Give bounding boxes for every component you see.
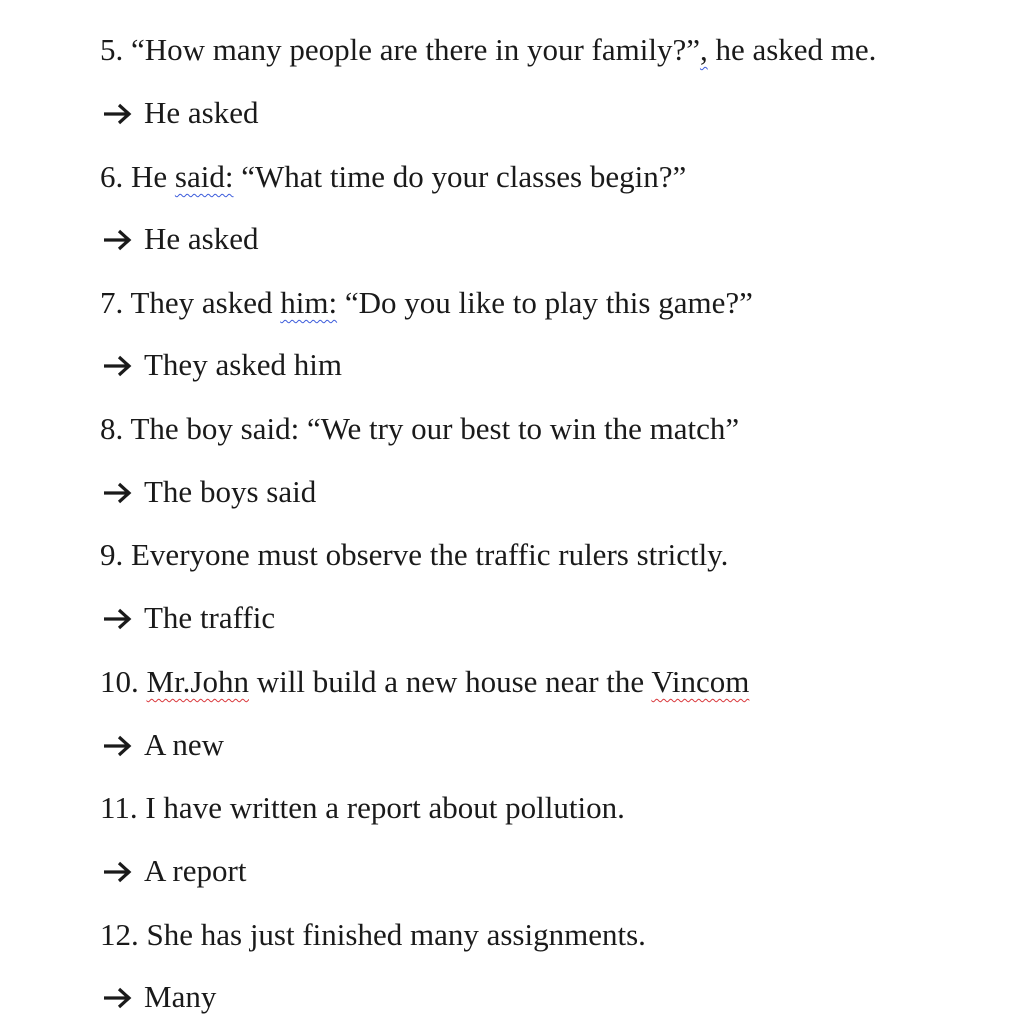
question-5: [100, 30, 876, 70]
answer-start: He asked: [144, 221, 259, 256]
question-text: He: [131, 159, 175, 194]
question-text: I have written a report about pollution.: [145, 790, 625, 825]
answer-start: They asked him: [144, 347, 343, 382]
question-7: [100, 283, 753, 323]
question-number: 6.: [100, 159, 124, 194]
grammar-flag: him:: [280, 285, 338, 320]
question-text: he asked me.: [707, 32, 877, 67]
spelling-flag: Vincom: [651, 664, 750, 699]
spelling-flag: Mr.John: [146, 664, 249, 699]
question-12: [100, 915, 646, 955]
answer-7: [102, 345, 342, 385]
question-10: [100, 662, 749, 702]
answer-5: [102, 93, 258, 133]
question-number: 5.: [100, 32, 124, 67]
answer-start: The traffic: [144, 600, 276, 635]
question-text: “Do you like to play this game?”: [337, 285, 753, 320]
right-arrow-icon: [102, 977, 144, 1017]
grammar-flag: said:: [174, 159, 234, 194]
answer-start: A report: [144, 853, 247, 888]
question-number: 12.: [100, 917, 139, 952]
question-number: 11.: [100, 790, 138, 825]
question-number: 9.: [100, 537, 124, 572]
question-number: 10.: [100, 664, 139, 699]
question-number: 7.: [100, 285, 124, 320]
answer-start: He asked: [144, 95, 259, 130]
question-text: “What time do your classes begin?”: [233, 159, 687, 194]
question-text: will build a new house near the: [249, 664, 652, 699]
right-arrow-icon: [102, 598, 144, 638]
grammar-flag: ,: [699, 32, 708, 67]
right-arrow-icon: [102, 93, 144, 133]
question-text: She has just finished many assignments.: [146, 917, 646, 952]
answer-9: [102, 598, 275, 638]
answer-start: A new: [144, 727, 225, 762]
answer-start: Many: [144, 979, 217, 1014]
answer-8: [102, 472, 316, 512]
right-arrow-icon: [102, 851, 144, 891]
question-text: They asked: [130, 285, 281, 320]
answer-6: [102, 219, 258, 259]
question-text: “How many people are there in your family?”: [131, 32, 700, 67]
right-arrow-icon: [102, 472, 144, 512]
question-text: Everyone must observe the traffic rulers strictly.: [131, 537, 729, 572]
answer-12: [102, 977, 216, 1017]
question-text: The boy said: “We try our best to win the match”: [130, 411, 740, 446]
question-6: [100, 157, 686, 197]
answer-10: [102, 725, 224, 765]
question-number: 8.: [100, 411, 124, 446]
right-arrow-icon: [102, 725, 144, 765]
question-9: [100, 535, 728, 575]
question-11: [100, 788, 625, 828]
right-arrow-icon: [102, 345, 144, 385]
right-arrow-icon: [102, 219, 144, 259]
answer-11: [102, 851, 246, 891]
answer-start: The boys said: [144, 474, 317, 509]
question-8: [100, 409, 739, 449]
